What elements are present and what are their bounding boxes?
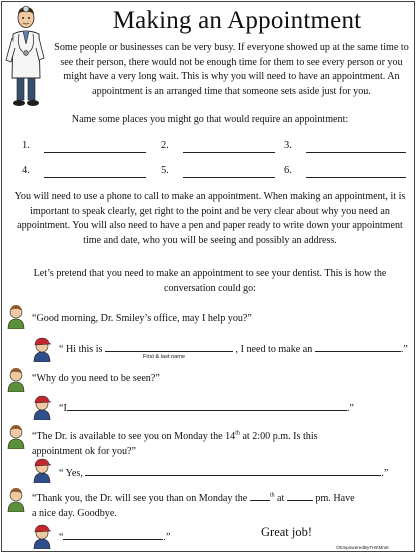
dialog-line-4: “I .” <box>59 400 354 417</box>
blank-number: 4. <box>22 165 30 176</box>
blank-number: 1. <box>22 140 30 151</box>
dialog-line-5: “The Dr. is available to see you on Monday the 14th at 2:00 p.m. Is this appointment ok for you?” <box>32 430 318 457</box>
answer-blank[interactable] <box>44 177 146 178</box>
caller-icon <box>32 457 52 483</box>
blank-number: 2. <box>161 140 169 151</box>
answer-blank[interactable] <box>183 177 275 178</box>
receptionist-icon <box>6 423 26 449</box>
dialog-line-1: “Good morning, Dr. Smiley’s office, may I help you?” <box>32 313 252 324</box>
pretend-paragraph: Let’s pretend that you need to make an appointment to see your dentist. This is how the conversation could go: <box>33 268 387 294</box>
intro-paragraph: Some people or businesses can be very busy. If everyone showed up at the same time to see their person, there would not be enough time for them to see every person or you might have a very long wait. This is why you will need to have an appointment. An appointment is an arranged time that someone sets aside just for you. <box>54 42 409 97</box>
dialog-line-3: “Why do you need to be seen?” <box>32 373 160 384</box>
dialog-line-2: “ Hi this is , I need to make an .” <box>59 341 408 358</box>
confirmation-blank[interactable] <box>85 465 381 476</box>
worksheet-page <box>1 1 415 552</box>
answer-blank[interactable] <box>306 152 406 153</box>
credit-text: ©EmpoweredByTHEMnet <box>336 545 389 550</box>
receptionist-icon <box>6 303 26 329</box>
answer-blank[interactable] <box>306 177 406 178</box>
caller-icon <box>32 394 52 420</box>
reason-blank[interactable] <box>315 341 401 352</box>
places-row-2 <box>22 165 412 181</box>
caller-icon <box>32 336 52 362</box>
dialog-line-6: “ Yes, .” <box>59 465 388 482</box>
caller-icon <box>32 523 52 549</box>
reason-answer-blank[interactable] <box>67 400 347 411</box>
blank-number: 6. <box>284 165 292 176</box>
receptionist-icon <box>6 486 26 512</box>
time-blank[interactable] <box>287 490 313 501</box>
dialog-line-7: “Thank you, the Dr. will see you than on Monday the $^{th}$ at pm. Have a nice day. Goodbye. <box>32 490 410 521</box>
answer-blank[interactable] <box>44 152 146 153</box>
answer-blank[interactable] <box>183 152 275 153</box>
blank-number: 5. <box>161 165 169 176</box>
goodbye-blank[interactable] <box>63 529 163 540</box>
phone-paragraph: You will need to use a phone to call to make an appointment. When making an appointment, it is important to speak clearly, get right to the point and be very clear about why you need an appointment. You will also need to have a pen and paper ready to write down your appointment time and date, who you will be seeing and possibly an address. <box>14 191 406 246</box>
name-caption: First & last name <box>143 354 185 360</box>
places-prompt: Name some places you might go that would require an appointment: <box>71 114 349 125</box>
name-blank[interactable] <box>105 341 233 352</box>
page-title: Making an Appointment <box>112 7 362 34</box>
great-job-text: Great job! <box>261 525 313 539</box>
doctor-icon <box>5 4 45 110</box>
dialog-line-8: “ .” <box>59 529 171 546</box>
blank-number: 3. <box>284 140 292 151</box>
receptionist-icon <box>6 366 26 392</box>
places-row-1 <box>22 140 412 156</box>
day-blank[interactable] <box>250 490 270 501</box>
